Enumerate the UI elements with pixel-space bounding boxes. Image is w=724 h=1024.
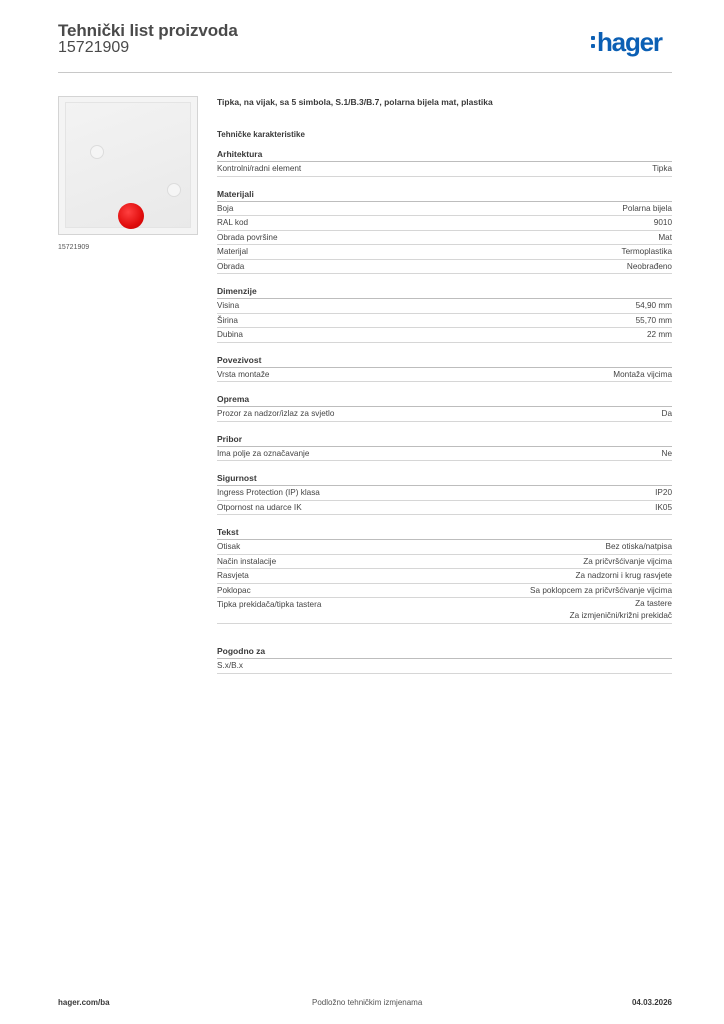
- spec-row: [217, 407, 672, 422]
- group-title: Povezivost: [217, 355, 672, 368]
- spec-group-povezivost: [217, 355, 672, 383]
- group-title: Arhitektura: [217, 149, 672, 162]
- spec-value: 54,90 mm: [635, 301, 672, 310]
- spec-value: Neobrađeno: [626, 261, 672, 271]
- spec-value: IP20: [655, 488, 672, 497]
- spec-value: 9010: [653, 218, 672, 227]
- indicator-lens-icon: [90, 145, 104, 159]
- spec-label: Dubina: [217, 330, 243, 339]
- spec-label: Tipka prekidača/tipka tastera: [217, 600, 322, 609]
- spec-row: [217, 584, 672, 599]
- spec-value: Termoplastika: [621, 247, 672, 256]
- spec-row: [217, 328, 672, 343]
- group-title: Pribor: [217, 434, 672, 447]
- spec-value-line: Za izmjenični/križni prekidač: [569, 610, 672, 620]
- spec-value: Tipka: [652, 164, 672, 173]
- spec-row: [217, 486, 672, 501]
- spec-content: [217, 96, 672, 674]
- spec-label: Ima polje za označavanje: [217, 448, 310, 458]
- spec-value: Da: [661, 409, 672, 418]
- spec-group-arhitektura: [217, 149, 672, 177]
- spec-row: [217, 162, 672, 177]
- spec-label: Boja: [217, 203, 234, 213]
- spec-value: [570, 598, 672, 623]
- footer-website-link[interactable]: hager.com/ba: [58, 998, 110, 1007]
- spec-label: Vrsta montaže: [217, 369, 270, 379]
- spec-label: Obrada površine: [217, 232, 278, 242]
- spec-row: [217, 245, 672, 260]
- spec-row: [217, 447, 672, 462]
- spec-group-oprema: [217, 394, 672, 422]
- spec-label: RAL kod: [217, 218, 249, 227]
- spec-value: Ne: [661, 448, 672, 458]
- spec-row: [217, 216, 672, 231]
- spec-label: Poklopac: [217, 585, 251, 595]
- spec-value: Polarna bijela: [622, 203, 672, 213]
- product-code: 15721909: [58, 39, 130, 56]
- group-title: Sigurnost: [217, 473, 672, 486]
- spec-row: [217, 260, 672, 275]
- spec-label: Visina: [217, 301, 240, 310]
- group-title: Oprema: [217, 394, 672, 407]
- spec-row: [217, 231, 672, 246]
- spec-value: 22 mm: [646, 330, 672, 339]
- product-image: [58, 96, 198, 235]
- spec-value: Za nadzorni i krug rasvjete: [575, 571, 672, 580]
- spec-label: Kontrolni/radni element: [217, 164, 302, 173]
- spec-group-dimenzije: [217, 286, 672, 343]
- spec-value: Za pričvršćivanje vijcima: [583, 556, 672, 566]
- spec-group-materijali: [217, 189, 672, 275]
- footer-date: 04.03.2026: [631, 998, 672, 1007]
- spec-group-tekst: [217, 527, 672, 624]
- group-title: Tekst: [217, 527, 672, 540]
- spec-row: [217, 569, 672, 584]
- indicator-lens-icon: [167, 183, 181, 197]
- group-title: Materijali: [217, 189, 672, 202]
- spec-group-sigurnost: [217, 473, 672, 515]
- group-title: Pogodno za: [217, 646, 672, 659]
- characteristics-heading: Tehničke karakteristike: [217, 130, 305, 139]
- spec-row: [217, 501, 672, 516]
- spec-label: Ingress Protection (IP) klasa: [217, 488, 320, 497]
- spec-value: Sa poklopcem za pričvršćivanje vijcima: [530, 585, 672, 595]
- spec-label: Širina: [217, 315, 238, 325]
- product-description: Tipka, na vijak, sa 5 simbola, S.1/B.3/B.7, polarna bijela mat, plastika: [217, 97, 493, 107]
- image-caption: 15721909: [58, 244, 90, 251]
- spec-value-line: Za tastere: [635, 599, 672, 608]
- spec-value: Mat: [658, 232, 672, 242]
- spec-value: Montaža vijcima: [613, 369, 672, 379]
- spec-label: Otpornost na udarce IK: [217, 502, 302, 512]
- spec-label: Rasvjeta: [217, 571, 249, 580]
- spec-value: 55,70 mm: [635, 315, 672, 325]
- header-divider: [58, 72, 672, 73]
- spec-row: [217, 540, 672, 555]
- switch-plate: [65, 102, 191, 228]
- group-title: Dimenzije: [217, 286, 672, 299]
- spec-row: [217, 299, 672, 314]
- spec-row: [217, 202, 672, 217]
- spec-label: S.x/B.x: [217, 661, 243, 670]
- logo-dots-icon: [591, 36, 595, 48]
- spec-row: [217, 598, 672, 624]
- spec-row: [217, 659, 672, 674]
- spec-row: [217, 555, 672, 570]
- logo-wordmark: hager: [597, 27, 662, 57]
- red-symbol-icon: [118, 203, 144, 229]
- spec-row: [217, 368, 672, 383]
- spec-group-pogodno-za: [217, 646, 672, 674]
- footer-notice: Podložno tehničkim izmjenama: [312, 998, 423, 1007]
- spec-value: IK05: [655, 502, 672, 512]
- spec-label: Obrada: [217, 261, 245, 271]
- spec-label: Prozor za nadzor/izlaz za svjetlo: [217, 409, 335, 418]
- spec-row: [217, 314, 672, 329]
- document-title: Tehnički list proizvoda: [58, 21, 238, 40]
- spec-label: Materijal: [217, 247, 248, 256]
- hager-logo: [591, 29, 662, 55]
- spec-value: Bez otiska/natpisa: [605, 542, 672, 551]
- spec-label: Otisak: [217, 542, 241, 551]
- spec-group-pribor: [217, 434, 672, 462]
- spec-label: Način instalacije: [217, 556, 277, 566]
